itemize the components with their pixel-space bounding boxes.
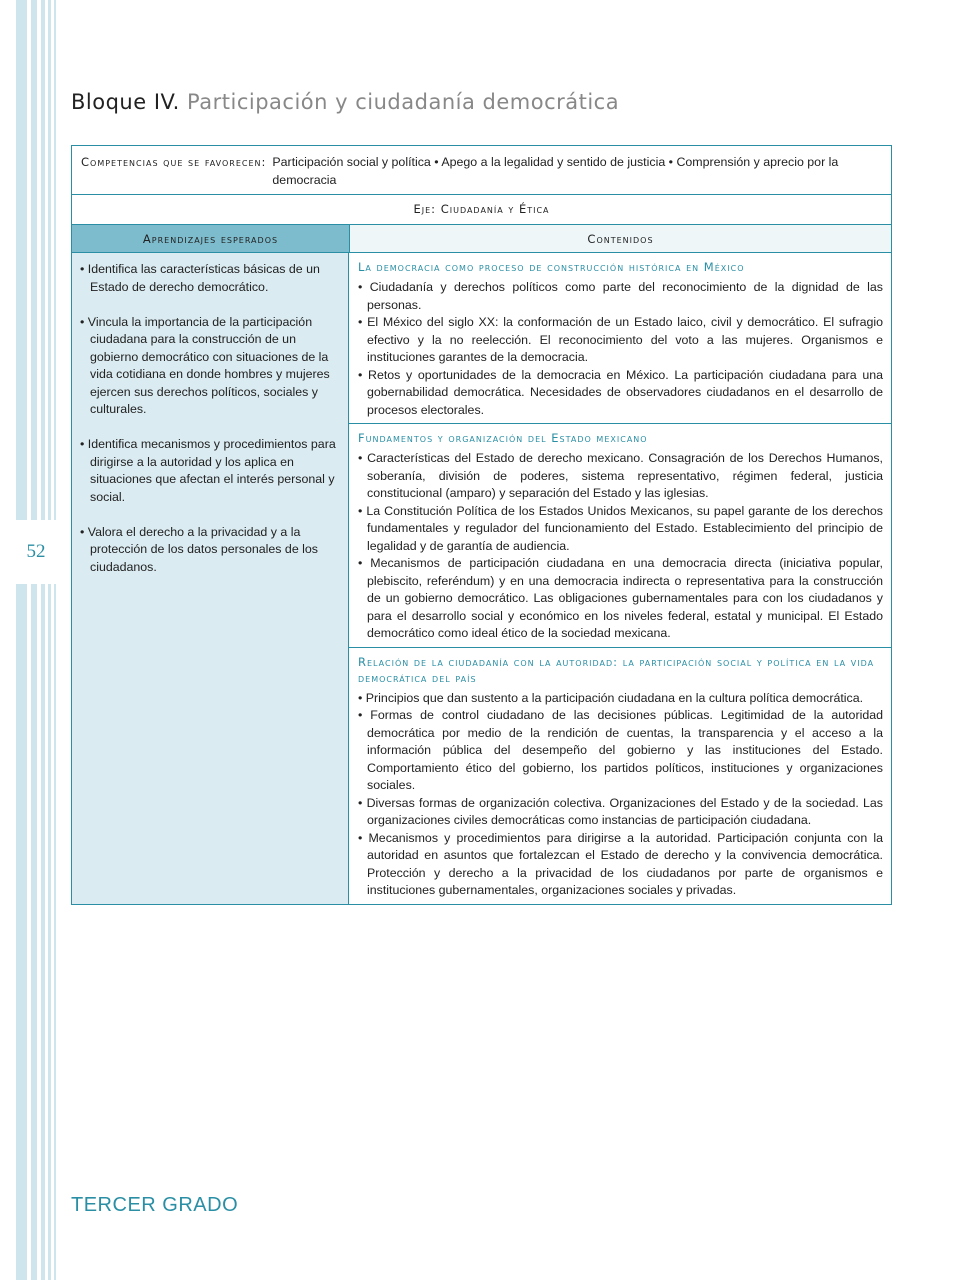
contenido-item: • Características del Estado de derecho mexicano. Consagración de los Derechos Humanos, soberanía, división de poderes, sistema representativo, régimen federal, justicia constitucional (amparo) y separación del Estado y las iglesias. bbox=[358, 451, 883, 500]
page-title bbox=[71, 90, 619, 114]
margin-stripe bbox=[48, 0, 51, 1280]
contenido-item: • La Constitución Política de los Estados Unidos Mexicanos, su papel garante de los derechos fundamentales y regulador del funcionamiento del Estado. Establecimiento del principio de legalidad y de garantía de audiencia. bbox=[358, 503, 883, 553]
competencias-row bbox=[72, 146, 891, 195]
curriculum-table bbox=[71, 145, 892, 905]
section-title: Fundamentos y organización del Estado mexicano bbox=[358, 431, 648, 445]
header-row bbox=[72, 225, 891, 254]
header-aprendizajes: Aprendizajes esperados bbox=[72, 225, 350, 253]
section-title: Relación de la ciudadanía con la autoridad: la participación social y política en la vida democrática del país bbox=[358, 654, 875, 685]
margin-stripe bbox=[54, 0, 56, 1280]
section-title: La democracia como proceso de construcción histórica en México bbox=[358, 260, 745, 274]
competencias-label: Competencias que se favorecen: bbox=[81, 155, 267, 169]
grade-footer: TERCER GRADO bbox=[71, 1194, 239, 1216]
contenido-item: • El México del siglo XX: la conformación de un Estado laico, civil y democrático. El sufragio efectivo y la no reelección. El reconocimiento del voto a las mujeres. Organismos e instituciones garantes de la democracia. bbox=[358, 315, 883, 364]
aprendizajes-column bbox=[72, 253, 349, 904]
aprendizaje-item: • Vincula la importancia de la participación ciudadana para la construcción de un gobierno democrático con situaciones de la vida cotidiana en donde hombres y mujeres ejercen sus derechos políticos, sociales y culturales. bbox=[80, 314, 330, 416]
aprendizaje-item: • Valora el derecho a la privacidad y a la protección de los datos personales de los ciudadanos. bbox=[80, 524, 318, 574]
block-subtitle: Participación y ciudadanía democrática bbox=[187, 90, 620, 114]
header-contenidos: Contenidos bbox=[350, 225, 891, 253]
contenido-item: • Mecanismos y procedimientos para dirigirse a la autoridad. Participación conjunta con la autoridad en asuntos que fortalezcan el Estado de derecho y la convivencia democrática. Protección y derecho a la privacidad de los ciudadanos por parte de organismos e instituciones gubernamentales, organizaciones sociales y privadas. bbox=[358, 830, 883, 897]
contenido-item: • Formas de control ciudadano de las decisiones públicas. Legitimidad de la autoridad democrática por medio de la rendición de cuentas, la transparencia y el acceso a la información pública del desempeño del gobierno y las instituciones del Estado. Comportamiento ético del gobierno, los partidos políticos, instituciones y organizaciones sociales. bbox=[358, 708, 883, 792]
margin-stripe bbox=[41, 0, 45, 1280]
competencias-text: Participación social y política • Apego a la legalidad y sentido de justicia • Comprensión y aprecio por la democracia bbox=[272, 155, 839, 187]
margin-stripe bbox=[31, 0, 37, 1280]
contenido-item: • Mecanismos de participación ciudadana en una democracia directa (iniciativa popular, plebiscito, referéndum) y en una democracia indirecta o representativa para la construcción de un gobierno democrático. Las obligaciones gubernamentales para con los ciudadanos y para el desarrollo social y económico en los niveles federal, estatal y municipal. El Estado democrático como ideal ético de la sociedad mexicana. bbox=[358, 556, 883, 640]
block-label: Bloque IV. bbox=[71, 90, 180, 114]
contenido-section bbox=[349, 253, 891, 424]
page-number: 52 bbox=[26, 541, 46, 562]
contenido-item: • Diversas formas de organización colectiva. Organizaciones del Estado y de la sociedad. Las organizaciones civiles democráticas como instancias de participación ciudadana. bbox=[358, 795, 883, 827]
contenido-section bbox=[349, 648, 891, 904]
contenido-item: • Retos y oportunidades de la democracia en México. La participación ciudadana para una gobernabilidad democrática. Necesidades de observadores ciudadanos en el desarrollo de procesos electorales. bbox=[358, 367, 883, 417]
contenido-item: • Ciudadanía y derechos políticos como parte del reconocimiento de la dignidad de las personas. bbox=[358, 280, 883, 312]
contenido-item: • Principios que dan sustento a la participación ciudadana en la cultura política democrática. bbox=[358, 690, 864, 705]
eje-row: Eje: Ciudadanía y Ética bbox=[72, 195, 891, 225]
aprendizaje-item: • Identifica mecanismos y procedimientos para dirigirse a la autoridad y los aplica en situaciones que afectan el interés personal y social. bbox=[80, 437, 336, 504]
contenidos-column bbox=[349, 253, 891, 904]
table-body bbox=[72, 253, 891, 904]
margin-stripe bbox=[16, 0, 27, 1280]
contenido-section bbox=[349, 424, 891, 648]
aprendizaje-item: • Identifica las características básicas de un Estado de derecho democrático. bbox=[80, 262, 320, 294]
